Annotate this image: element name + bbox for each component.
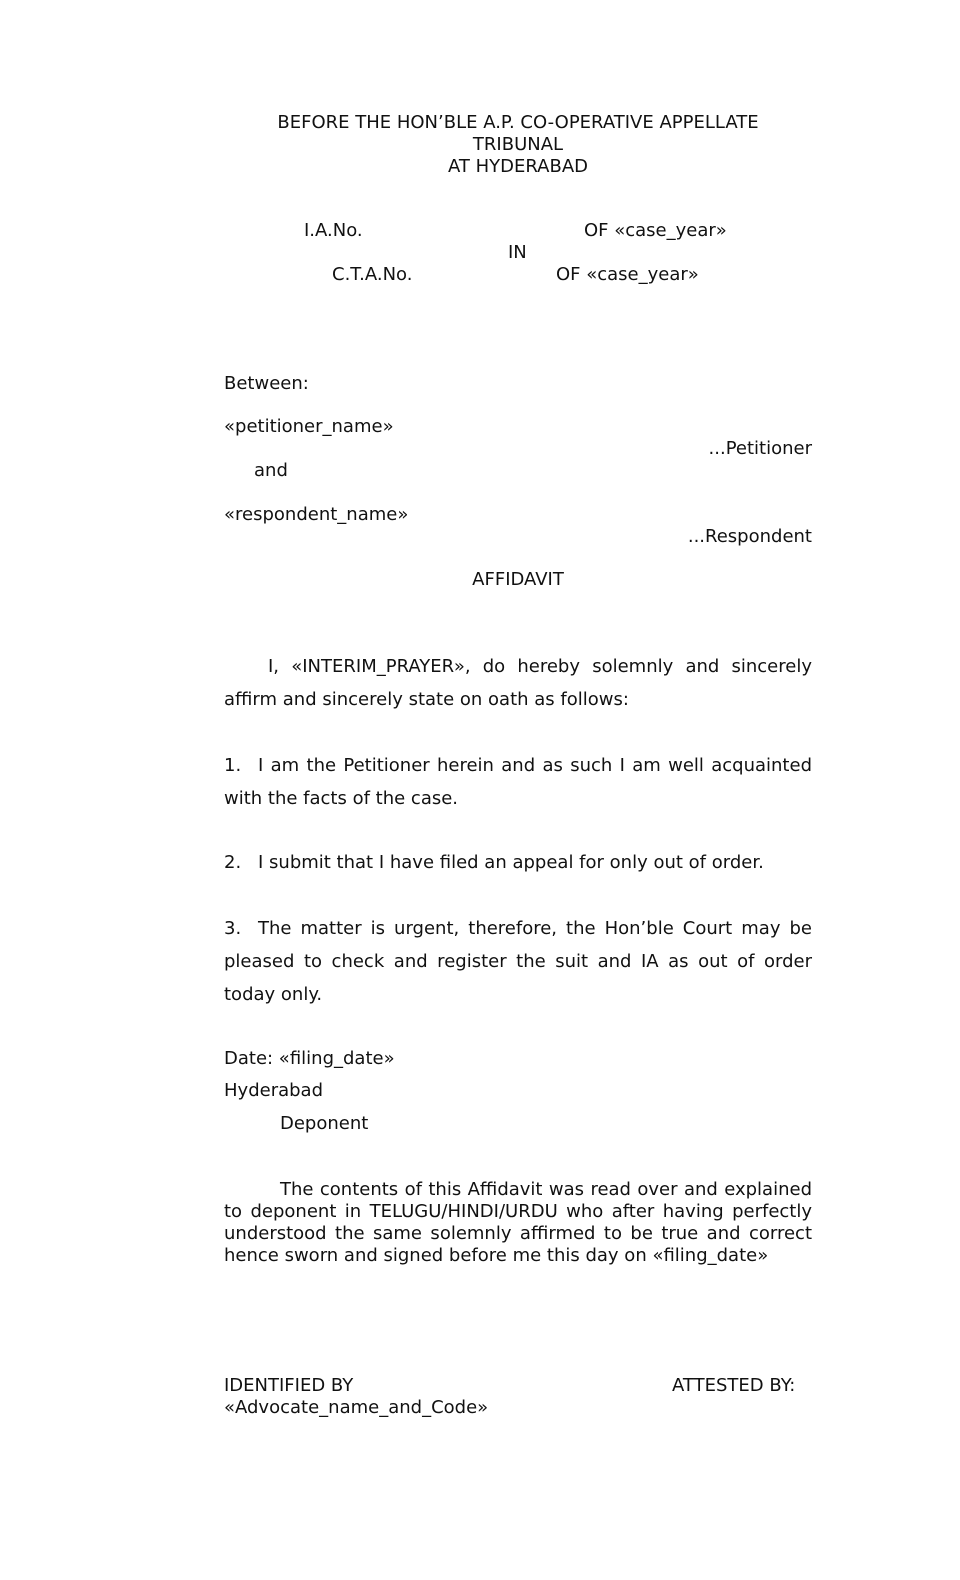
point-text: I submit that I have filed an appeal for only out of order. xyxy=(258,852,764,873)
advocate-name: «Advocate_name_and_Code» xyxy=(224,1397,489,1418)
court-name-line-2: TRIBUNAL xyxy=(472,134,564,155)
place: Hyderabad xyxy=(224,1080,323,1101)
respondent-name: «respondent_name» xyxy=(224,504,409,525)
intro-paragraph: I, «INTERIM_PRAYER», do hereby solemnly and sincerely affirm and sincerely state on oath as follows: xyxy=(224,656,812,710)
court-location: AT HYDERABAD xyxy=(447,156,588,177)
petitioner-role: ...Petitioner xyxy=(708,438,812,459)
filing-date: Date: «filing_date» xyxy=(224,1048,395,1069)
verification-paragraph: The contents of this Affidavit was read over and explained to deponent in TELUGU/HINDI/URDU who after having perfectly understood the same solemnly affirmed to be true and correct hence sworn and signed before me this day on «filing_date» xyxy=(224,1179,812,1266)
court-name-line-1: BEFORE THE HON’BLE A.P. CO-OPERATIVE APPELLATE xyxy=(277,112,759,133)
cta-year: OF «case_year» xyxy=(556,264,699,285)
point-text: The matter is urgent, therefore, the Hon’ble Court may be pleased to check and register the suit and IA as out of order today only. xyxy=(224,918,812,1005)
and-label: and xyxy=(254,460,288,481)
deponent-label: Deponent xyxy=(280,1113,369,1134)
point-1 xyxy=(224,749,812,815)
between-label: Between: xyxy=(224,373,309,394)
point-number: 2. xyxy=(224,852,242,873)
point-number: 1. xyxy=(224,755,242,776)
respondent-role: ...Respondent xyxy=(687,526,812,547)
cta-number-label: C.T.A.No. xyxy=(332,264,413,285)
ia-number-label: I.A.No. xyxy=(304,220,363,241)
point-text: I am the Petitioner herein and as such I am well acquainted with the facts of the case. xyxy=(224,755,812,809)
petitioner-name: «petitioner_name» xyxy=(224,416,394,437)
point-2 xyxy=(224,846,812,879)
identified-by-label: IDENTIFIED BY xyxy=(224,1375,354,1396)
attested-by-label: ATTESTED BY: xyxy=(672,1375,796,1396)
ia-year: OF «case_year» xyxy=(584,220,727,241)
point-3 xyxy=(224,912,812,1011)
point-number: 3. xyxy=(224,918,242,939)
document-title: AFFIDAVIT xyxy=(472,569,564,590)
in-label: IN xyxy=(508,242,527,263)
